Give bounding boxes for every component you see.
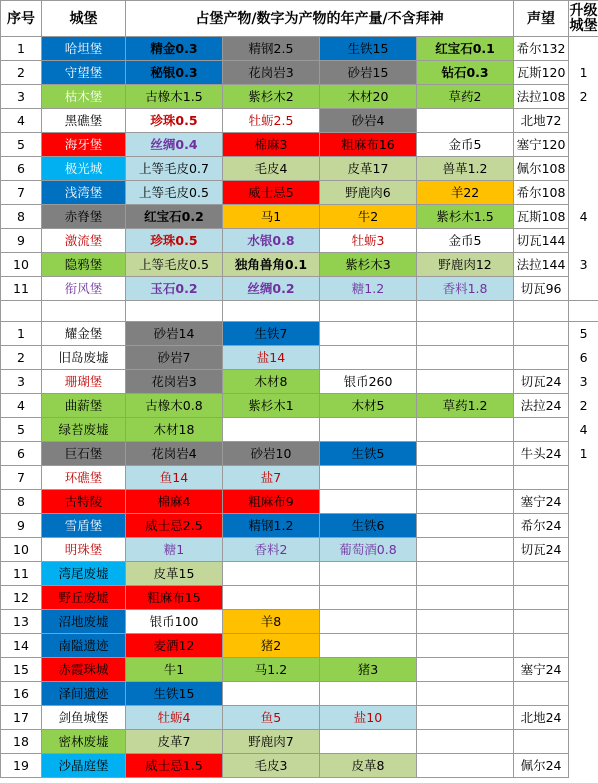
- table-row: [1, 37, 598, 61]
- upgrade-cell: 1: [569, 61, 598, 85]
- product-cell: [417, 538, 514, 562]
- header-reputation: 声望: [514, 1, 569, 37]
- product-cell: [417, 658, 514, 682]
- row-index: 11: [1, 277, 42, 301]
- row-index: 7: [1, 466, 42, 490]
- separator: [1, 301, 598, 322]
- upgrade-cell: 2: [569, 85, 598, 109]
- castle-name: 曲薪堡: [42, 394, 126, 418]
- product-cell: 金币5: [417, 229, 514, 253]
- reputation-cell: 塞宁24: [514, 490, 569, 514]
- row-index: 3: [1, 370, 42, 394]
- row-index: 8: [1, 490, 42, 514]
- product-cell: [417, 610, 514, 634]
- reputation-cell: 切瓦24: [514, 538, 569, 562]
- upgrade-cell: [569, 754, 598, 778]
- table-row: [1, 370, 598, 394]
- table-row: [1, 229, 598, 253]
- row-index: 5: [1, 133, 42, 157]
- product-cell: [417, 562, 514, 586]
- product-cell: [320, 610, 417, 634]
- upgrade-cell: [569, 229, 598, 253]
- product-cell: 红宝石0.2: [126, 205, 223, 229]
- product-cell: [417, 730, 514, 754]
- product-cell: [417, 466, 514, 490]
- reputation-cell: [514, 322, 569, 346]
- reputation-cell: 希尔132: [514, 37, 569, 61]
- product-cell: 糖1: [126, 538, 223, 562]
- castle-name: 赤霞珠城: [42, 658, 126, 682]
- table-section-1: [1, 37, 598, 301]
- reputation-cell: [514, 466, 569, 490]
- row-index: 16: [1, 682, 42, 706]
- upgrade-cell: [569, 277, 598, 301]
- product-cell: [320, 682, 417, 706]
- product-cell: 粗麻布16: [320, 133, 417, 157]
- product-cell: 棉麻3: [223, 133, 320, 157]
- product-cell: 粗麻布9: [223, 490, 320, 514]
- castle-name: 守望堡: [42, 61, 126, 85]
- castle-name: 隐鸦堡: [42, 253, 126, 277]
- product-cell: 野鹿肉12: [417, 253, 514, 277]
- product-cell: [320, 418, 417, 442]
- row-index: 4: [1, 109, 42, 133]
- product-cell: 紫杉木1: [223, 394, 320, 418]
- upgrade-cell: 4: [569, 205, 598, 229]
- castle-name: 激流堡: [42, 229, 126, 253]
- product-cell: 珍珠0.5: [126, 229, 223, 253]
- row-index: 2: [1, 346, 42, 370]
- castle-name: 耀金堡: [42, 322, 126, 346]
- row-index: 13: [1, 610, 42, 634]
- product-cell: 草药2: [417, 85, 514, 109]
- row-index: 9: [1, 229, 42, 253]
- product-cell: 牡蛎4: [126, 706, 223, 730]
- product-cell: [417, 682, 514, 706]
- upgrade-cell: [569, 730, 598, 754]
- reputation-cell: 法拉108: [514, 85, 569, 109]
- table-row: [1, 418, 598, 442]
- product-cell: [417, 418, 514, 442]
- castle-name: 沼地废墟: [42, 610, 126, 634]
- table-row: [1, 346, 598, 370]
- product-cell: 独角兽角0.1: [223, 253, 320, 277]
- castle-name: 南隘遗迹: [42, 634, 126, 658]
- product-cell: 生铁7: [223, 322, 320, 346]
- row-index: 1: [1, 322, 42, 346]
- upgrade-cell: [569, 658, 598, 682]
- product-cell: 砂岩4: [320, 109, 417, 133]
- product-cell: 盐10: [320, 706, 417, 730]
- product-cell: [417, 754, 514, 778]
- product-cell: 银币260: [320, 370, 417, 394]
- product-cell: 上等毛皮0.5: [126, 253, 223, 277]
- product-cell: [223, 586, 320, 610]
- castle-name: 海牙堡: [42, 133, 126, 157]
- product-cell: [417, 370, 514, 394]
- product-cell: 丝绸0.4: [126, 133, 223, 157]
- product-cell: 棉麻4: [126, 490, 223, 514]
- product-cell: 玉石0.2: [126, 277, 223, 301]
- castle-name: 沙晶庭堡: [42, 754, 126, 778]
- row-index: 15: [1, 658, 42, 682]
- product-cell: 香料2: [223, 538, 320, 562]
- row-index: 3: [1, 85, 42, 109]
- product-cell: 银币100: [126, 610, 223, 634]
- header-index: 序号: [1, 1, 42, 37]
- product-cell: 生铁6: [320, 514, 417, 538]
- product-cell: 葡萄酒0.8: [320, 538, 417, 562]
- product-cell: 猪2: [223, 634, 320, 658]
- castle-name: 剑鱼城堡: [42, 706, 126, 730]
- product-cell: 木材5: [320, 394, 417, 418]
- castle-name: 巨石堡: [42, 442, 126, 466]
- castle-name: 极光城: [42, 157, 126, 181]
- row-index: 14: [1, 634, 42, 658]
- product-cell: 花岗岩3: [126, 370, 223, 394]
- product-cell: [417, 634, 514, 658]
- castle-name: 黑礁堡: [42, 109, 126, 133]
- table-row: [1, 442, 598, 466]
- reputation-cell: 塞宁120: [514, 133, 569, 157]
- product-cell: 花岗岩4: [126, 442, 223, 466]
- table-row: [1, 253, 598, 277]
- product-cell: 精钢1.2: [223, 514, 320, 538]
- upgrade-cell: 2: [569, 394, 598, 418]
- castle-name: 泽间遗迹: [42, 682, 126, 706]
- product-cell: 威士忌5: [223, 181, 320, 205]
- product-cell: 砂岩7: [126, 346, 223, 370]
- product-cell: 木材18: [126, 418, 223, 442]
- table-row: [1, 514, 598, 538]
- product-cell: [320, 466, 417, 490]
- product-cell: 砂岩10: [223, 442, 320, 466]
- table-row: [1, 109, 598, 133]
- reputation-cell: 切瓦24: [514, 370, 569, 394]
- product-cell: [320, 346, 417, 370]
- product-cell: 木材8: [223, 370, 320, 394]
- castle-name: 环礁堡: [42, 466, 126, 490]
- reputation-cell: 牛头24: [514, 442, 569, 466]
- product-cell: [223, 682, 320, 706]
- header-products: 占堡产物/数字为产物的年产量/不含拜神: [126, 1, 514, 37]
- product-cell: [417, 586, 514, 610]
- product-cell: 香料1.8: [417, 277, 514, 301]
- reputation-cell: 希尔24: [514, 514, 569, 538]
- reputation-cell: [514, 562, 569, 586]
- product-cell: 威士忌2.5: [126, 514, 223, 538]
- table-row: [1, 562, 598, 586]
- product-cell: 木材20: [320, 85, 417, 109]
- reputation-cell: [514, 346, 569, 370]
- reputation-cell: 法拉24: [514, 394, 569, 418]
- reputation-cell: [514, 586, 569, 610]
- table-row: [1, 157, 598, 181]
- product-cell: [417, 514, 514, 538]
- reputation-cell: 塞宁24: [514, 658, 569, 682]
- reputation-cell: 北地24: [514, 706, 569, 730]
- row-index: 1: [1, 37, 42, 61]
- upgrade-cell: 6: [569, 346, 598, 370]
- product-cell: 秘银0.3: [126, 61, 223, 85]
- castle-name: 旧岛废墟: [42, 346, 126, 370]
- reputation-cell: 瓦斯108: [514, 205, 569, 229]
- table-row: [1, 658, 598, 682]
- reputation-cell: 佩尔24: [514, 754, 569, 778]
- product-cell: 鱼14: [126, 466, 223, 490]
- product-cell: 麦酒12: [126, 634, 223, 658]
- product-cell: 古橡木0.8: [126, 394, 223, 418]
- product-cell: 花岗岩3: [223, 61, 320, 85]
- product-cell: [223, 562, 320, 586]
- product-cell: 皮革15: [126, 562, 223, 586]
- product-cell: 粗麻布15: [126, 586, 223, 610]
- upgrade-cell: [569, 706, 598, 730]
- reputation-cell: 法拉144: [514, 253, 569, 277]
- table-row: [1, 133, 598, 157]
- product-cell: [417, 490, 514, 514]
- product-cell: 兽革1.2: [417, 157, 514, 181]
- product-cell: 皮革7: [126, 730, 223, 754]
- product-cell: [417, 706, 514, 730]
- reputation-cell: 瓦斯120: [514, 61, 569, 85]
- upgrade-cell: 1: [569, 442, 598, 466]
- reputation-cell: 切瓦96: [514, 277, 569, 301]
- product-cell: 毛皮4: [223, 157, 320, 181]
- castle-name: 衔风堡: [42, 277, 126, 301]
- upgrade-cell: [569, 109, 598, 133]
- product-cell: 红宝石0.1: [417, 37, 514, 61]
- upgrade-cell: [569, 562, 598, 586]
- row-index: 7: [1, 181, 42, 205]
- row-index: 17: [1, 706, 42, 730]
- product-cell: 羊8: [223, 610, 320, 634]
- castle-name: 雪盾堡: [42, 514, 126, 538]
- table-row: [1, 277, 598, 301]
- reputation-cell: 切瓦144: [514, 229, 569, 253]
- table-row: [1, 181, 598, 205]
- product-cell: 古橡木1.5: [126, 85, 223, 109]
- reputation-cell: [514, 730, 569, 754]
- product-cell: 鱼5: [223, 706, 320, 730]
- upgrade-cell: [569, 682, 598, 706]
- product-cell: [417, 109, 514, 133]
- castle-name: 绿苔废墟: [42, 418, 126, 442]
- upgrade-cell: [569, 586, 598, 610]
- row-index: 4: [1, 394, 42, 418]
- table-row: [1, 610, 598, 634]
- row-index: 19: [1, 754, 42, 778]
- product-cell: 紫杉木3: [320, 253, 417, 277]
- product-cell: 砂岩14: [126, 322, 223, 346]
- upgrade-cell: [569, 157, 598, 181]
- product-cell: 牛2: [320, 205, 417, 229]
- reputation-cell: 北地72: [514, 109, 569, 133]
- upgrade-cell: [569, 133, 598, 157]
- product-cell: 糖1.2: [320, 277, 417, 301]
- header-upgrade: 升级城堡: [569, 1, 598, 37]
- product-cell: 皮革8: [320, 754, 417, 778]
- table-row: [1, 634, 598, 658]
- product-cell: [417, 322, 514, 346]
- reputation-cell: [514, 610, 569, 634]
- table-row: [1, 85, 598, 109]
- castle-name: 赤脊堡: [42, 205, 126, 229]
- product-cell: [417, 346, 514, 370]
- upgrade-cell: [569, 490, 598, 514]
- table-row: [1, 682, 598, 706]
- reputation-cell: 希尔108: [514, 181, 569, 205]
- row-index: 9: [1, 514, 42, 538]
- upgrade-cell: [569, 538, 598, 562]
- castle-name: 哈坦堡: [42, 37, 126, 61]
- castle-name: 湾尾废墟: [42, 562, 126, 586]
- upgrade-cell: [569, 181, 598, 205]
- product-cell: 猪3: [320, 658, 417, 682]
- table-row: [1, 754, 598, 778]
- product-cell: [417, 442, 514, 466]
- product-cell: [320, 730, 417, 754]
- reputation-cell: [514, 418, 569, 442]
- castle-name: 明珠堡: [42, 538, 126, 562]
- upgrade-cell: 3: [569, 253, 598, 277]
- table-row: [1, 394, 598, 418]
- product-cell: [320, 634, 417, 658]
- product-cell: 草药1.2: [417, 394, 514, 418]
- product-cell: 砂岩15: [320, 61, 417, 85]
- upgrade-cell: [569, 514, 598, 538]
- product-cell: 野鹿肉6: [320, 181, 417, 205]
- row-index: 6: [1, 442, 42, 466]
- row-index: 10: [1, 253, 42, 277]
- table-row: [1, 730, 598, 754]
- upgrade-cell: 3: [569, 370, 598, 394]
- upgrade-cell: [569, 634, 598, 658]
- product-cell: 紫杉木1.5: [417, 205, 514, 229]
- row-index: 6: [1, 157, 42, 181]
- row-index: 18: [1, 730, 42, 754]
- product-cell: 牛1: [126, 658, 223, 682]
- product-cell: 毛皮3: [223, 754, 320, 778]
- product-cell: [320, 490, 417, 514]
- product-cell: 皮革17: [320, 157, 417, 181]
- table-section-2: [1, 322, 598, 778]
- castle-name: 古特陵: [42, 490, 126, 514]
- row-index: 8: [1, 205, 42, 229]
- castle-name: 枯木堡: [42, 85, 126, 109]
- product-cell: 生铁5: [320, 442, 417, 466]
- product-cell: 水银0.8: [223, 229, 320, 253]
- row-index: 5: [1, 418, 42, 442]
- upgrade-cell: 4: [569, 418, 598, 442]
- castle-name: 密林废墟: [42, 730, 126, 754]
- table-row: [1, 538, 598, 562]
- product-cell: [320, 586, 417, 610]
- castle-name: 浅湾堡: [42, 181, 126, 205]
- row-index: 10: [1, 538, 42, 562]
- product-cell: 珍珠0.5: [126, 109, 223, 133]
- product-cell: 牡蛎3: [320, 229, 417, 253]
- product-cell: [320, 322, 417, 346]
- product-cell: 生铁15: [126, 682, 223, 706]
- castle-name: 野丘废墟: [42, 586, 126, 610]
- castle-name: 珊瑚堡: [42, 370, 126, 394]
- table-row: [1, 586, 598, 610]
- product-cell: 丝绸0.2: [223, 277, 320, 301]
- product-cell: 马1.2: [223, 658, 320, 682]
- product-cell: 马1: [223, 205, 320, 229]
- product-cell: 上等毛皮0.5: [126, 181, 223, 205]
- product-cell: 盐14: [223, 346, 320, 370]
- table-row: [1, 466, 598, 490]
- row-index: 11: [1, 562, 42, 586]
- table-row: [1, 490, 598, 514]
- table-row: [1, 322, 598, 346]
- reputation-cell: [514, 682, 569, 706]
- product-cell: 牡蛎2.5: [223, 109, 320, 133]
- reputation-cell: 佩尔108: [514, 157, 569, 181]
- product-cell: 钻石0.3: [417, 61, 514, 85]
- reputation-cell: [514, 634, 569, 658]
- row-index: 12: [1, 586, 42, 610]
- product-cell: 野鹿肉7: [223, 730, 320, 754]
- product-cell: 金币5: [417, 133, 514, 157]
- row-index: 2: [1, 61, 42, 85]
- upgrade-cell: [569, 466, 598, 490]
- table-row: [1, 61, 598, 85]
- product-cell: 盐7: [223, 466, 320, 490]
- product-cell: 精钢2.5: [223, 37, 320, 61]
- product-cell: 紫杉木2: [223, 85, 320, 109]
- table-row: [1, 706, 598, 730]
- upgrade-cell: [569, 610, 598, 634]
- product-cell: 精金0.3: [126, 37, 223, 61]
- header-castle: 城堡: [42, 1, 126, 37]
- table-row: [1, 205, 598, 229]
- upgrade-cell: [569, 37, 598, 61]
- product-cell: 羊22: [417, 181, 514, 205]
- product-cell: [223, 418, 320, 442]
- product-cell: [320, 562, 417, 586]
- product-cell: 生铁15: [320, 37, 417, 61]
- product-cell: 上等毛皮0.7: [126, 157, 223, 181]
- upgrade-cell: 5: [569, 322, 598, 346]
- product-cell: 威士忌1.5: [126, 754, 223, 778]
